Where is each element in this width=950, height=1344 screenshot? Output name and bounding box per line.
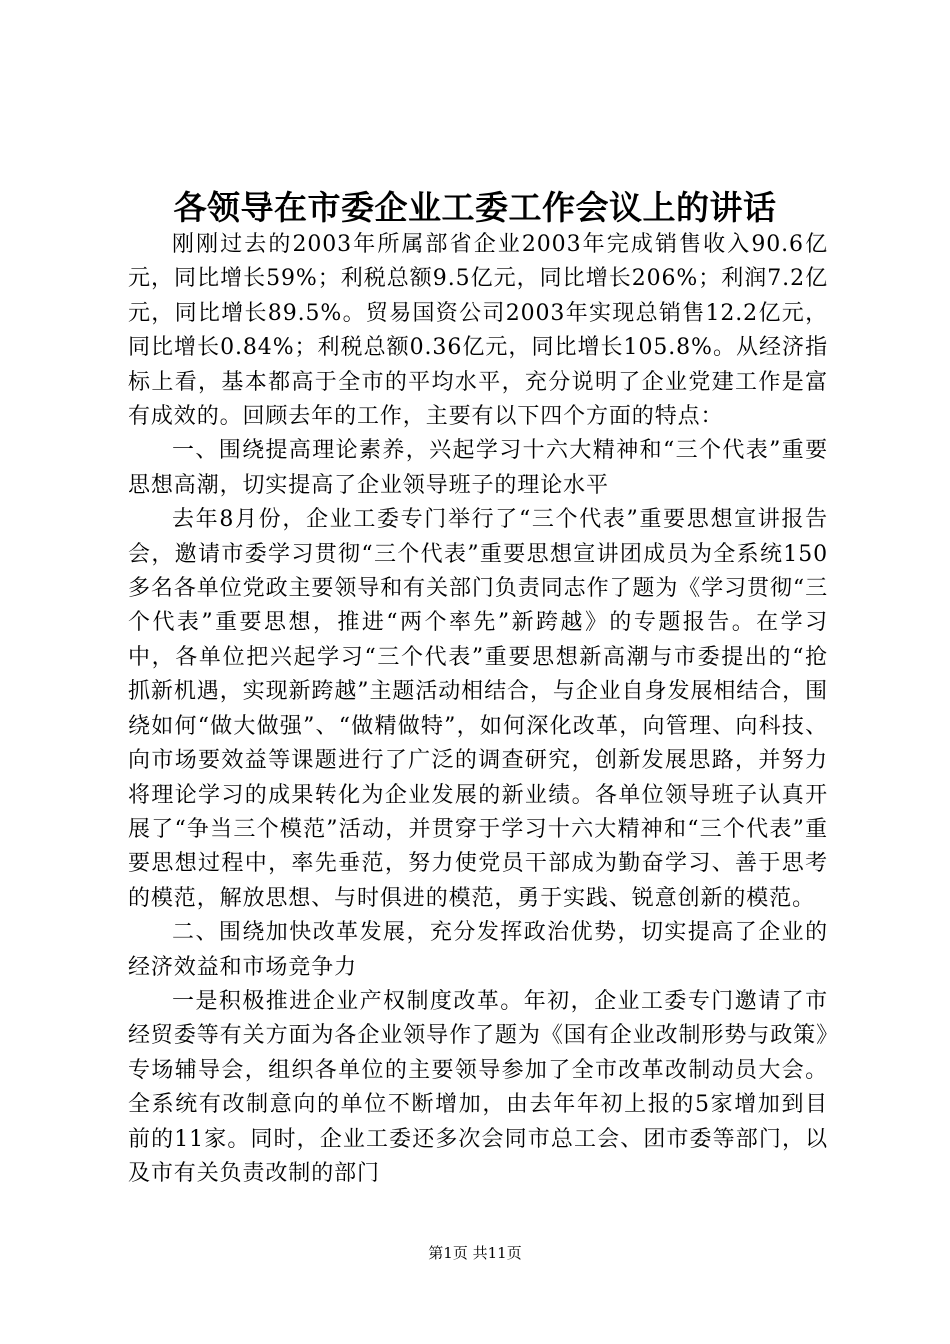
page-number-footer: 第1页 共11页 bbox=[428, 1244, 522, 1262]
section-heading-2: 二、围绕加快改革发展，充分发挥政治优势，切实提高了企业的经济效益和市场竞争力 bbox=[128, 920, 828, 980]
document-body bbox=[128, 228, 828, 1191]
paragraph-intro: 刚刚过去的2003年所属部省企业2003年完成销售收入90.6亿元，同比增长59%；利税总额9.5亿元，同比增长206%；利润7.2亿元，同比增长89.5%。贸易国资公司2003年实现总销售12.2亿元，同比增长0.84%；利税总额0.36亿元，同比增长105.8%。从经济指标上看，基本都高于全市的平均水平，充分说明了企业党建工作是富有成效的。回顾去年的工作，主要有以下四个方面的特点： bbox=[128, 232, 828, 430]
paragraph-section-2: 一是积极推进企业产权制度改革。年初，企业工委专门邀请了市经贸委等有关方面为各企业领导作了题为《国有企业改制形势与政策》专场辅导会，组织各单位的主要领导参加了全市改革改制动员大会。全系统有改制意向的单位不断增加，由去年年初上报的5家增加到目前的11家。同时，企业工委还多次会同市总工会、团市委等部门，以及市有关负责改制的部门 bbox=[128, 988, 828, 1186]
section-heading-1: 一、围绕提高理论素养，兴起学习十六大精神和“三个代表”重要思想高潮，切实提高了企业领导班子的理论水平 bbox=[128, 438, 828, 498]
paragraph-section-1: 去年8月份，企业工委专门举行了“三个代表”重要思想宣讲报告会，邀请市委学习贯彻“三个代表”重要思想宣讲团成员为全系统150多名各单位党政主要领导和有关部门负责同志作了题为《学习贯彻“三个代表”重要思想，推进“两个率先”新跨越》的专题报告。在学习中，各单位把兴起学习“三个代表”重要思想新高潮与市委提出的“抢抓新机遇，实现新跨越”主题活动相结合，与企业自身发展相结合，围绕如何“做大做强”、“做精做特”，如何深化改革，向管理、向科技、向市场要效益等课题进行了广泛的调查研究，创新发展思路，并努力将理论学习的成果转化为企业发展的新业绩。各单位领导班子认真开展了“争当三个模范”活动，并贯穿于学习十六大精神和“三个代表”重要思想过程中，率先垂范，努力使党员干部成为勤奋学习、善于思考的模范，解放思想、与时俱进的模范，勇于实践、锐意创新的模范。 bbox=[128, 507, 828, 911]
document-title: 各领导在市委企业工委工作会议上的讲话 bbox=[173, 188, 777, 227]
